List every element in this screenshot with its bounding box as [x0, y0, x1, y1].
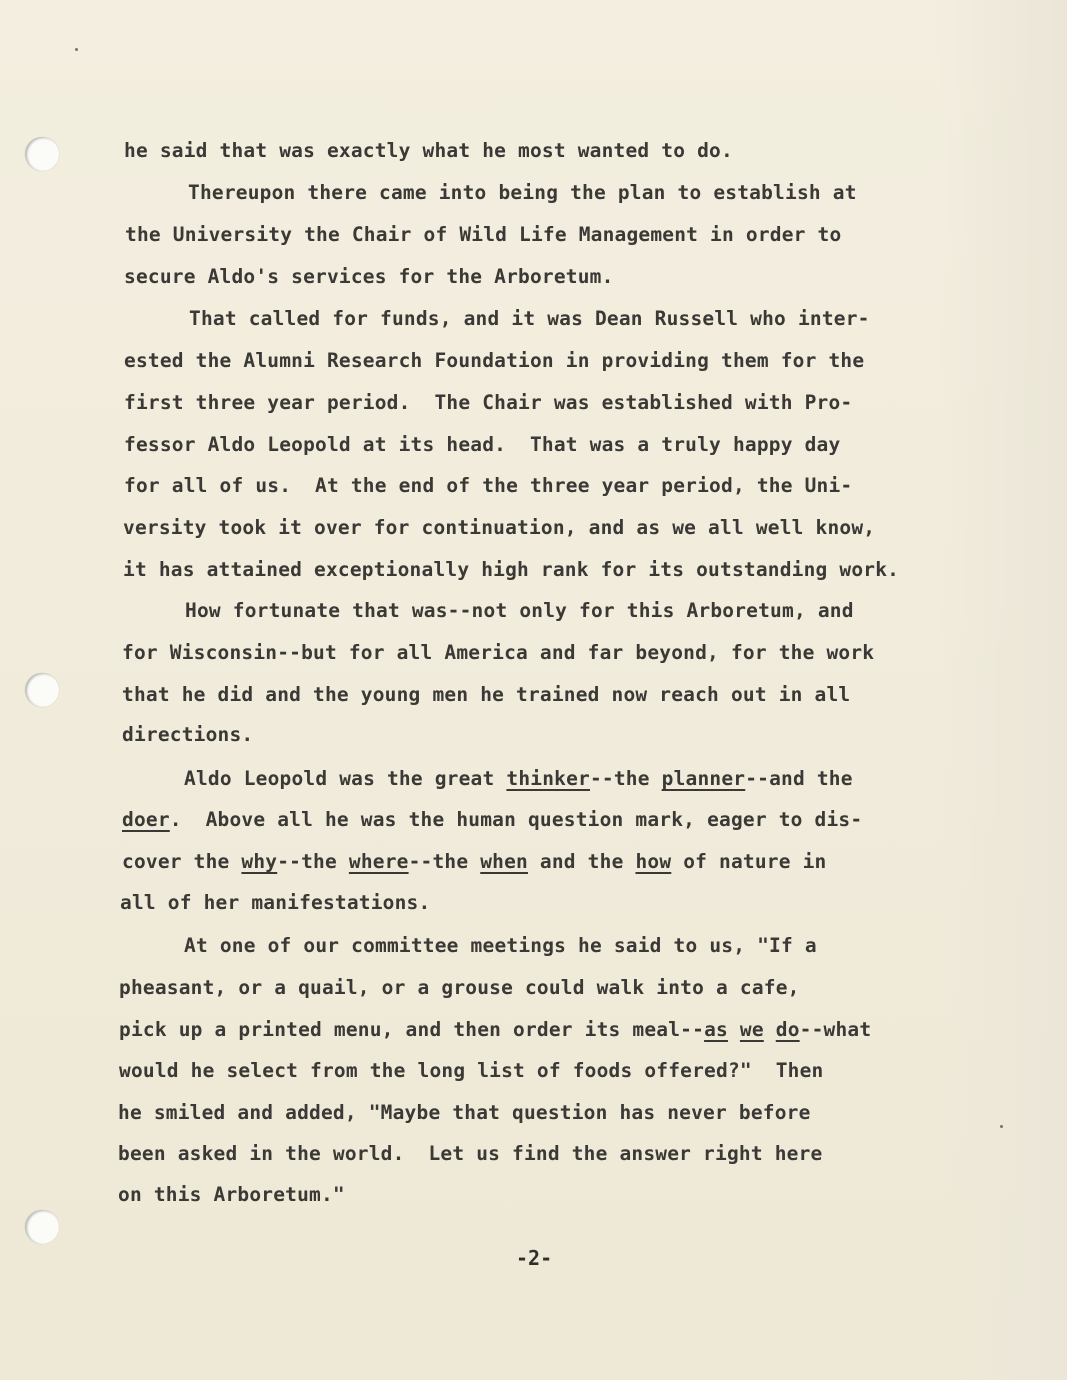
text-segment: would he select from the long list of foods offered?" Then [119, 1059, 824, 1082]
text-segment: he smiled and added, "Maybe that question has never before [118, 1101, 811, 1124]
text-segment: and the [527, 850, 636, 873]
text-segment: he said that was exactly what he most wanted to do. [124, 139, 733, 162]
text-segment: ested the Alumni Research Foundation in providing them for the [124, 349, 865, 372]
text-segment: for Wisconsin--but for all America and far beyond, for the work [122, 641, 875, 664]
text-line [124, 390, 852, 416]
underlined-word: do [775, 1018, 800, 1041]
text-segment: of nature in [671, 850, 827, 873]
punch-hole-bottom [25, 1210, 59, 1244]
text-segment: versity took it over for continuation, and as we all well know, [123, 516, 876, 539]
text-line [120, 890, 430, 916]
text-segment: . Above all he was the human question mark, eager to dis- [169, 808, 863, 831]
text-line [124, 138, 733, 164]
text-line [184, 766, 853, 792]
text-segment: cover the [122, 850, 242, 873]
text-segment [764, 1018, 776, 1041]
underlined-word: as [704, 1018, 728, 1041]
text-segment: been asked in the world. Let us find the answer right here [118, 1142, 823, 1165]
text-segment: on this Arboretum." [118, 1183, 345, 1206]
text-segment: Aldo Leopold was the great [184, 767, 507, 790]
text-segment: all of her manifestations. [120, 891, 431, 914]
text-line [118, 1100, 811, 1126]
text-segment: How fortunate that was--not only for this Arboretum, and [185, 599, 854, 622]
text-segment [728, 1018, 740, 1041]
text-segment: first three year period. The Chair was established with Pro- [124, 391, 853, 414]
text-segment: fessor Aldo Leopold at its head. That was a truly happy day [124, 433, 841, 456]
text-line [119, 1058, 823, 1084]
text-segment: pheasant, or a quail, or a grouse could walk into a cafe, [119, 976, 800, 999]
text-line [123, 557, 899, 583]
text-line [188, 180, 857, 206]
text-segment: pick up a printed menu, and then order its meal-- [119, 1018, 705, 1041]
text-line [118, 1141, 822, 1167]
text-segment: Thereupon there came into being the plan to establish at [188, 181, 857, 204]
underlined-word: when [480, 850, 528, 873]
text-line [184, 933, 817, 959]
underlined-word: how [635, 850, 672, 873]
text-line [122, 722, 253, 748]
text-segment: --the [589, 767, 662, 790]
text-segment: directions. [122, 723, 254, 746]
underlined-word: thinker [506, 767, 590, 790]
text-segment: secure Aldo's services for the Arboretum. [124, 265, 614, 288]
text-segment: --the [408, 850, 481, 873]
punch-hole-middle [25, 673, 59, 707]
text-line [123, 515, 875, 541]
paper-speck [1000, 1125, 1003, 1128]
text-line [124, 432, 840, 458]
text-line [189, 306, 870, 332]
text-line [118, 1182, 345, 1208]
underlined-word: doer [122, 808, 170, 831]
text-segment: At one of our committee meetings he said to us, "If a [184, 934, 817, 957]
text-line [185, 598, 854, 624]
underlined-word: where [348, 850, 409, 873]
text-segment: --what [799, 1018, 872, 1041]
text-segment: the University the Chair of Wild Life Management in order to [125, 223, 842, 246]
text-line [124, 473, 852, 499]
underlined-word: why [241, 850, 278, 873]
text-segment: it has attained exceptionally high rank for its outstanding work. [123, 558, 900, 581]
text-segment: --the [277, 850, 349, 873]
text-segment: that he did and the young men he trained now reach out in all [122, 683, 851, 706]
text-segment: That called for funds, and it was Dean Russell who inter- [189, 307, 870, 330]
text-line [119, 1017, 871, 1043]
text-line [124, 264, 614, 290]
text-line [119, 975, 800, 1001]
page-edge-shading [937, 0, 1067, 1380]
text-segment: --and the [745, 767, 853, 790]
page-number: -2- [516, 1246, 553, 1270]
text-line [122, 849, 827, 875]
text-line [124, 348, 864, 374]
paper-speck [75, 48, 78, 51]
text-segment: for all of us. At the end of the three year period, the Uni- [124, 474, 853, 497]
text-line [122, 682, 850, 708]
underlined-word: we [739, 1018, 764, 1041]
text-line [122, 807, 862, 833]
underlined-word: planner [661, 767, 746, 790]
punch-hole-top [25, 137, 59, 171]
text-line [122, 640, 874, 666]
text-line [125, 222, 841, 248]
